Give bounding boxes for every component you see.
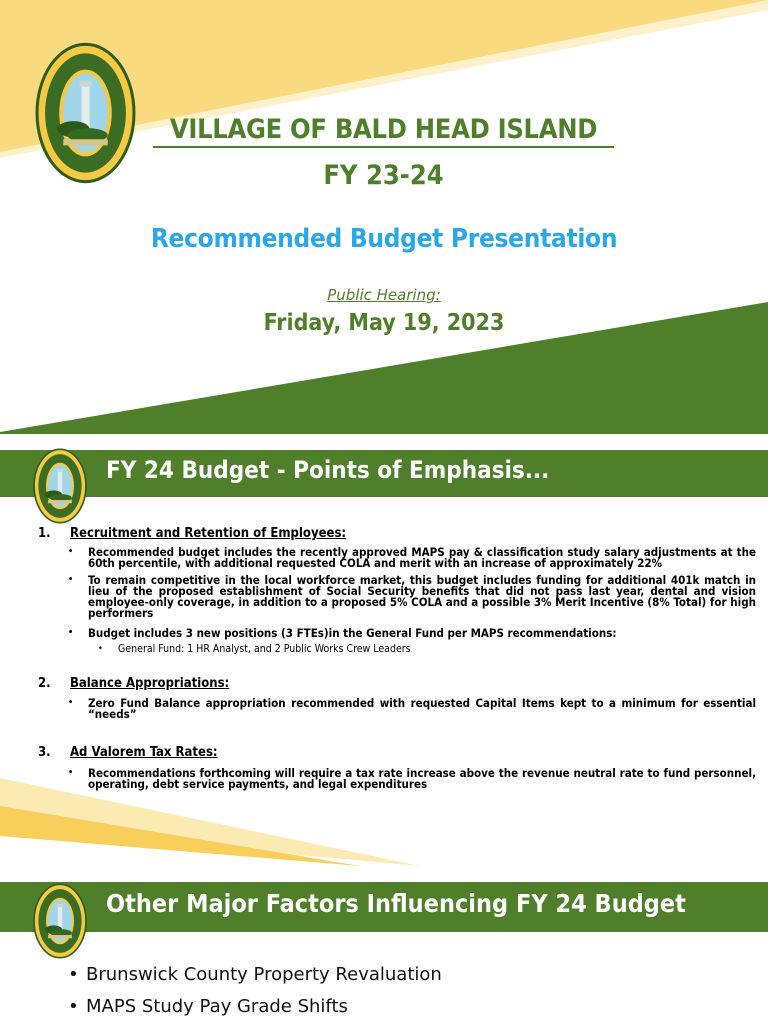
hearing-date: Friday, May 19, 2023 <box>263 310 505 336</box>
point-1-heading: 1. Recruitment and Retention of Employees: <box>38 526 347 541</box>
points-banner-title: FY 24 Budget - Points of Emphasis... <box>106 456 550 484</box>
village-seal-icon <box>33 882 87 960</box>
point-1-bullet-3: • Budget includes 3 new positions (3 FTEs)in the General Fund per MAPS recommendations: <box>68 626 617 640</box>
point-3-heading: 3. Ad Valorem Tax Rates: <box>38 745 218 760</box>
factor-bullet-2: • MAPS Study Pay Grade Shifts <box>68 996 348 1017</box>
hearing-label: Public Hearing: <box>327 286 441 304</box>
bullet-dot-icon: • <box>68 768 74 778</box>
point-3-bullet-1: • Recommendations forthcoming will require a tax rate increase above the revenue neutral rate to fund personnel, operating, debt service payments, and legal expenditures <box>68 766 756 791</box>
point-2-bullet-1: • Zero Fund Balance appropriation recommended with requested Capital Items kept to a minimum for essential “needs” <box>68 696 756 721</box>
factors-banner-title: Other Major Factors Influencing FY 24 Budget <box>106 889 686 918</box>
bullet-dot-icon: • <box>68 996 79 1017</box>
presentation-subtitle: Recommended Budget Presentation <box>150 224 618 254</box>
bullet-dot-icon: • <box>98 644 103 654</box>
major-factors-slide <box>0 880 768 1024</box>
village-seal-icon <box>35 42 136 184</box>
bullet-dot-icon: • <box>68 628 74 638</box>
point-1-sub-bullet-1: • General Fund: 1 HR Analyst, and 2 Public Works Crew Leaders <box>98 643 411 655</box>
fiscal-year: FY 23-24 <box>323 160 444 191</box>
point-1-bullet-2: • To remain competitive in the local workforce market, this budget includes funding for additional 401k match in lieu of the proposed establishment of Social Security benefits that did not pass last year, dental and vision employee-only coverage, in addition to a proposed 5% COLA and a possible 3% Merit Incentive (8% Total) for high performers <box>68 573 756 620</box>
factor-bullet-1: • Brunswick County Property Revaluation <box>68 964 442 985</box>
title-slide <box>0 0 768 434</box>
bullet-dot-icon: • <box>68 698 74 708</box>
village-seal-icon <box>33 448 87 524</box>
points-slide-background <box>0 448 768 866</box>
bullet-dot-icon: • <box>68 964 79 985</box>
village-title: VILLAGE OF BALD HEAD ISLAND <box>153 114 614 148</box>
points-of-emphasis-slide <box>0 448 768 866</box>
point-1-bullet-1: • Recommended budget includes the recently approved MAPS pay & classification study salary adjustments at the 60th percentile, with additional requested COLA and merit with an increase of approximately 22% <box>68 545 756 570</box>
point-2-heading: 2. Balance Appropriations: <box>38 676 230 691</box>
bullet-dot-icon: • <box>68 575 74 585</box>
bullet-dot-icon: • <box>68 547 74 557</box>
